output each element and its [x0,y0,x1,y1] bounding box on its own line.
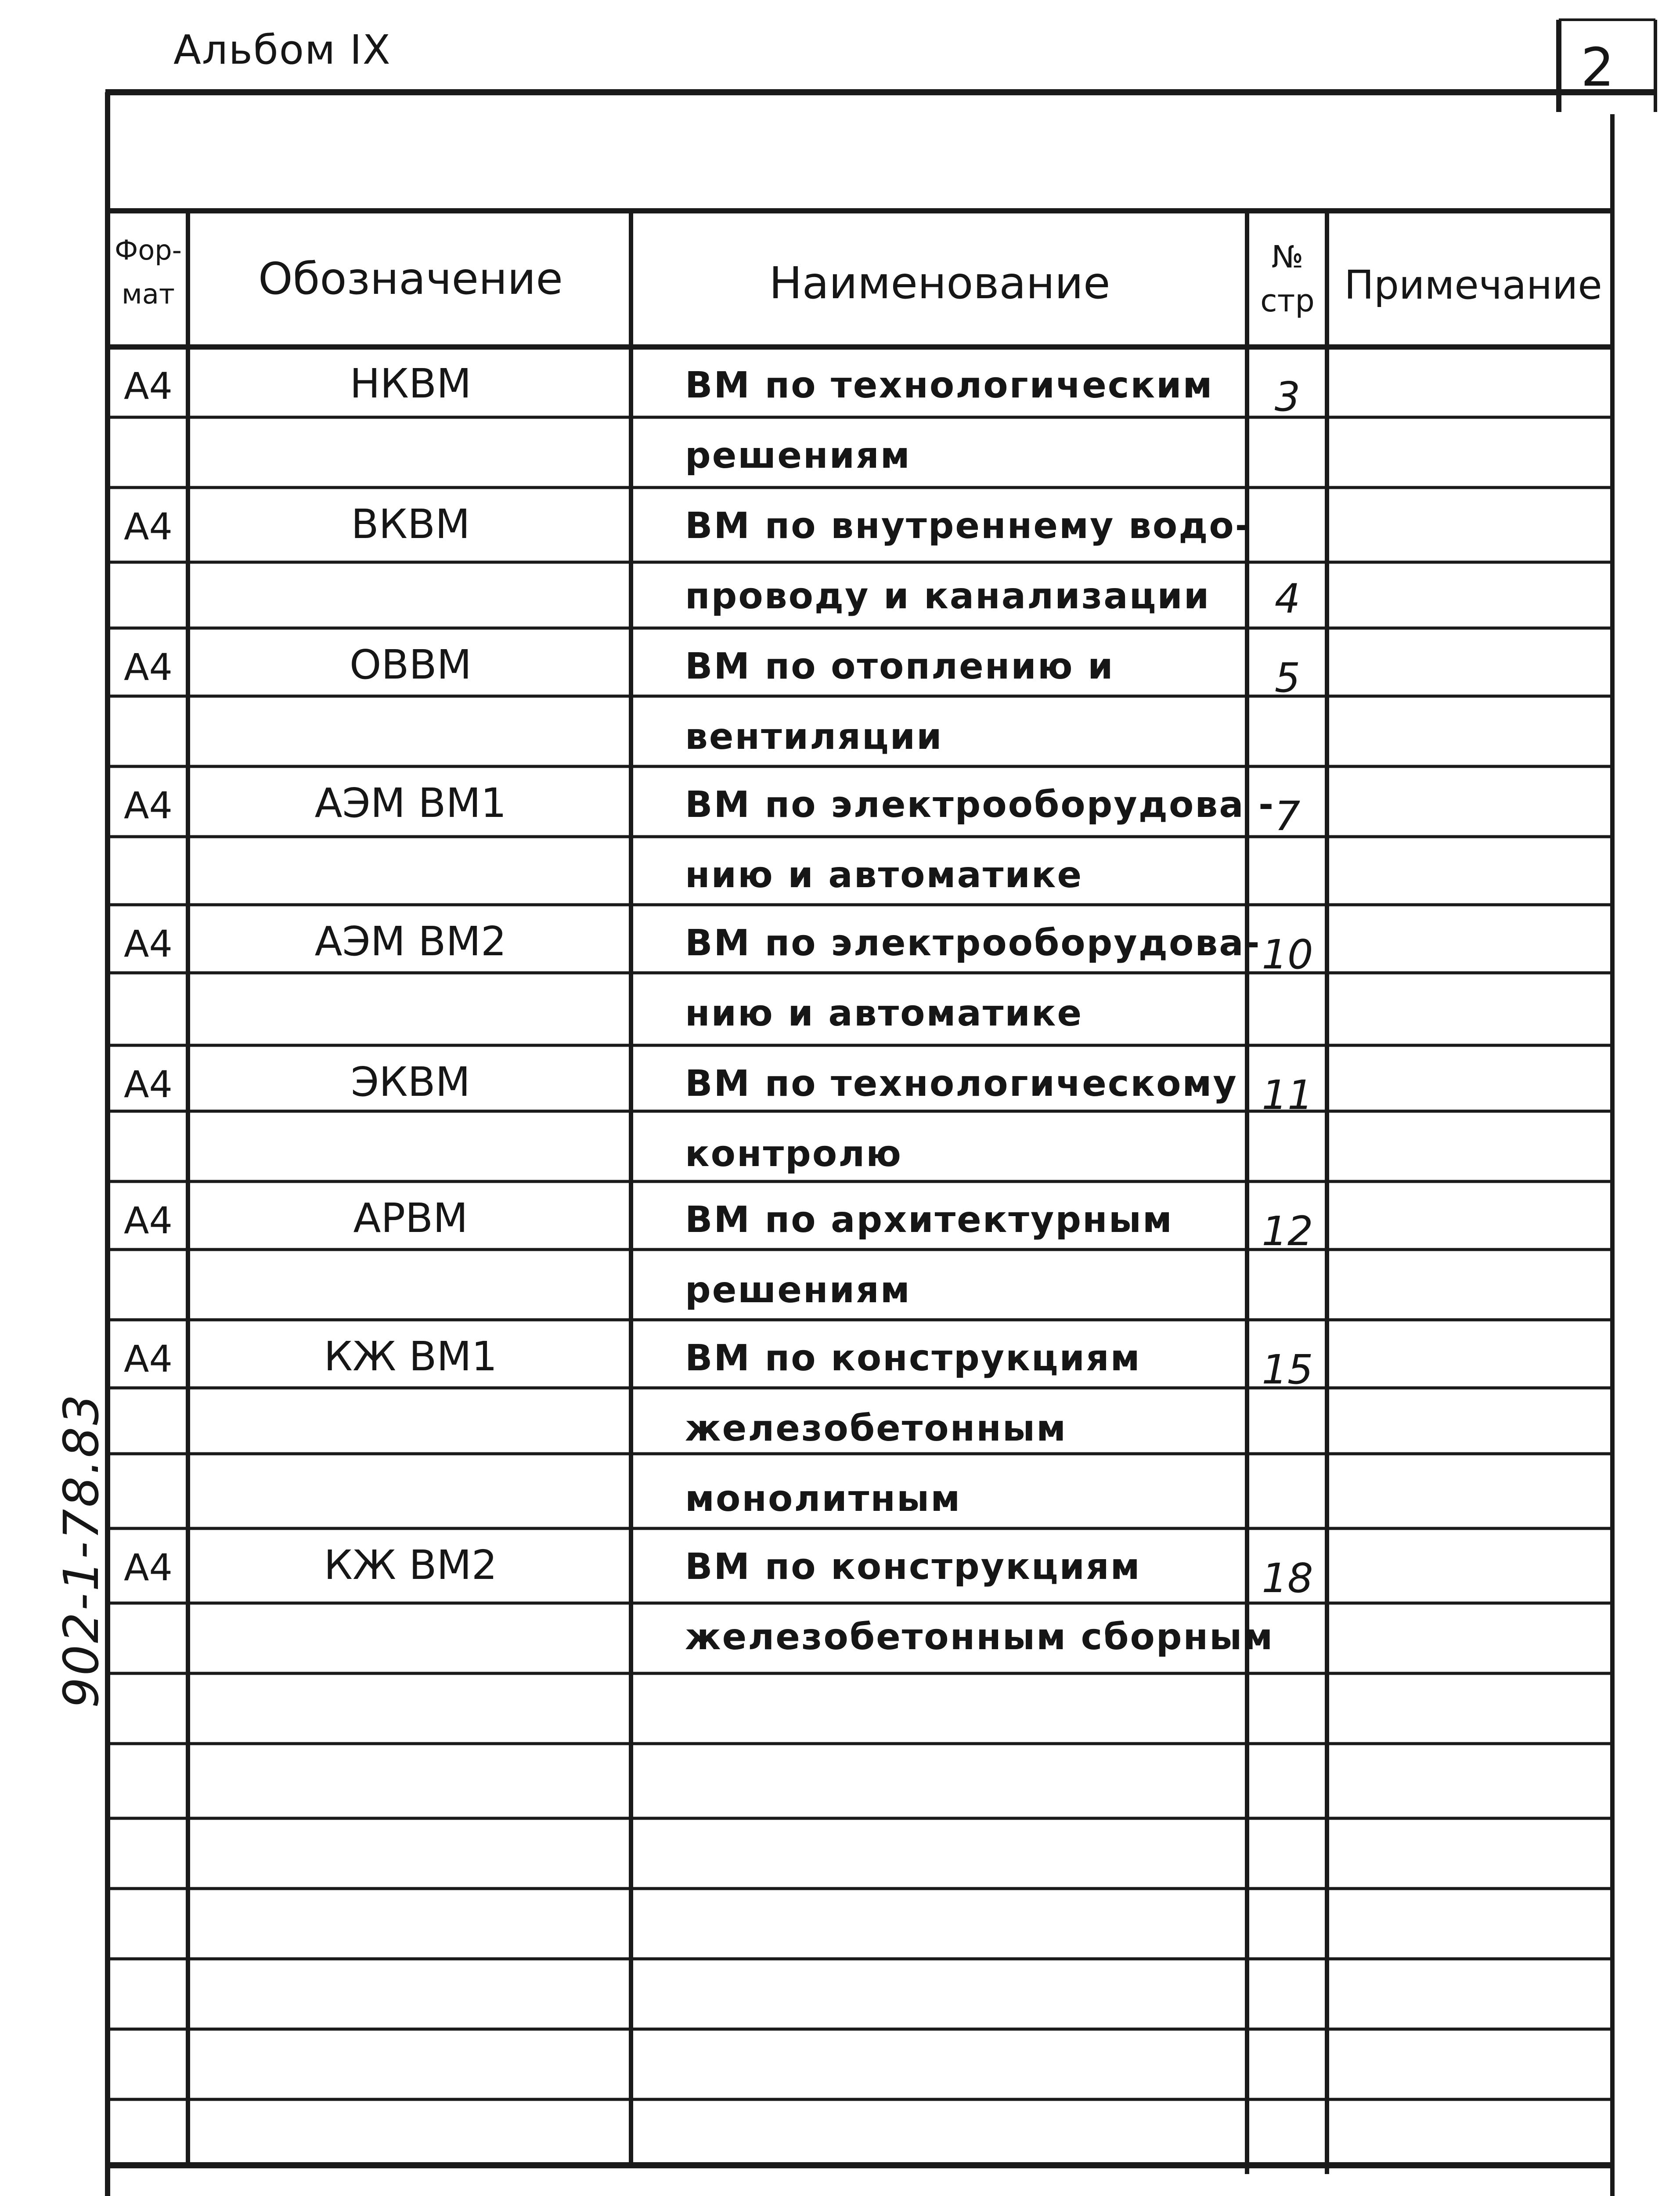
row-name-line: ВМ по архитектурным [685,1199,1173,1241]
column-header-note: Примечание [1344,262,1602,308]
row-name-line: ВМ по электрооборудова - [685,784,1275,826]
row-format: А4 [124,646,173,689]
row-page: 12 [1262,1208,1313,1255]
row-designation: КЖ ВМ1 [324,1333,498,1380]
row-name-line: ВМ по отоплению и [685,646,1114,687]
row-name-line: железобетонным сборным [685,1616,1274,1658]
row-name-line: проводу и канализации [685,575,1211,617]
row-page: 11 [1262,1072,1313,1119]
row-name-line: вентиляции [685,716,943,758]
row-designation: АЭМ ВМ1 [314,780,507,827]
album-title: Альбом IX [173,26,391,73]
row-name-line: решениям [685,435,911,477]
column-header-format: Фор- мат [114,234,182,310]
row-designation: ВКВМ [351,501,470,548]
row-page: 3 [1274,373,1301,420]
row-page: 10 [1262,931,1313,978]
row-format: А4 [124,365,173,408]
row-designation: АРВМ [353,1195,468,1242]
row-format: А4 [124,1063,173,1106]
column-header-name: Наименование [769,257,1110,309]
row-page: 5 [1274,654,1301,701]
row-name-line: ВМ по конструкциям [685,1546,1141,1588]
row-page: 7 [1274,793,1301,840]
row-format: А4 [124,1546,173,1589]
row-page: 4 [1274,575,1301,622]
row-designation: АЭМ ВМ2 [314,918,507,965]
row-name-line: нию и автоматике [685,993,1083,1034]
row-designation: НКВМ [350,360,472,407]
row-name-line: ВМ по электрооборудова- [685,922,1261,964]
row-designation: ОВВМ [349,641,472,688]
row-format: А4 [124,784,173,827]
row-format: А4 [124,1199,173,1242]
row-name-line: ВМ по технологическим [685,365,1214,406]
row-name-line: ВМ по конструкциям [685,1337,1141,1379]
row-page: 15 [1262,1346,1313,1393]
row-designation: ЭКВМ [350,1058,471,1105]
row-name-line: контролю [685,1133,902,1175]
column-header-designation: Обозначение [258,253,563,304]
row-name-line: железобетонным [685,1408,1067,1449]
row-name-line: ВМ по технологическому [685,1063,1238,1105]
page-number: 2 [1581,37,1615,98]
row-designation: КЖ ВМ2 [324,1542,498,1589]
row-name-line: нию и автоматике [685,854,1083,896]
row-name-line: решениям [685,1269,911,1311]
column-header-page: № стр [1260,239,1315,319]
row-format: А4 [124,1337,173,1380]
row-page: 18 [1262,1555,1313,1602]
row-format: А4 [124,922,173,965]
row-name-line: монолитным [685,1478,962,1520]
row-format: А4 [124,505,173,548]
document-code: 902-1-78.83 [53,1392,109,1708]
row-name-line: ВМ по внутреннему водо- [685,505,1251,547]
